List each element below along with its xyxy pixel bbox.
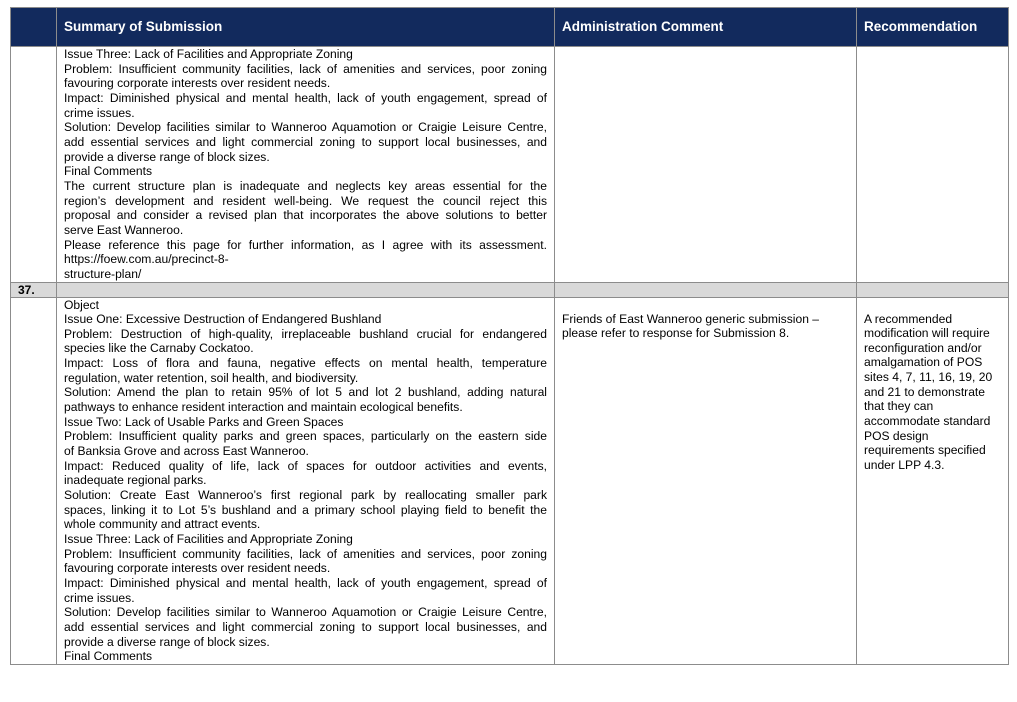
text-line: requirements specified [864,443,986,458]
submission-number: 37. [11,282,57,297]
text-line: Solution: Create East Wanneroo’s first regional park by reallocating smaller park [64,488,547,503]
text-line: region’s development and resident well-being. We request the council reject this [64,193,547,208]
text-line: and 21 to demonstrate [864,384,986,399]
summary-text [64,47,547,282]
text-line: accommodate standard [864,414,991,429]
text-line: Impact: Diminished physical and mental health, lack of youth engagement, spread of [64,90,547,105]
text-line: Final Comments [64,649,153,664]
text-line: A recommended [864,311,953,326]
text-line: The current structure plan is inadequate and neglects key areas essential for the [64,178,547,193]
text-line: Issue Two: Lack of Usable Parks and Green Spaces [64,414,344,429]
text-line: provide a diverse range of block sizes. [64,149,270,164]
text-line: under LPP 4.3. [864,458,945,473]
text-line: Impact: Reduced quality of life, lack of spaces for outdoor activities and events, [64,458,547,473]
text-line: Issue One: Excessive Destruction of Endangered Bushland [64,312,382,327]
text-line: crime issues. [64,105,135,120]
separator-cell [857,282,1009,297]
text-line: favouring corporate interests over resident needs. [64,76,331,91]
text-line: modification will require [864,326,990,341]
text-line: Issue Three: Lack of Facilities and Appropriate Zoning [64,532,353,546]
text-line: add essential services and light commercial zoning to support local businesses, and [64,134,547,149]
text-line: sites 4, 7, 11, 16, 19, 20 [864,370,993,385]
text-line: that they can [864,399,934,414]
text-line: regulation, water retention, soil health, and biodiversity. [64,370,359,385]
text-line: amalgamation of POS [864,355,983,370]
table-row [11,297,1009,664]
text-line: Problem: Destruction of high-quality, irreplaceable bushland crucial for endangered [64,326,547,341]
text-line: structure-plan/ [64,266,142,281]
text-line: Problem: Insufficient community facilities, lack of amenities and services, poor zoning [64,61,547,76]
text-line: Impact: Diminished physical and mental health, lack of youth engagement, spread of [64,575,547,590]
text-line: spaces, linking it to Lot 5’s bushland and a primary school playing field to benefit the [64,502,547,517]
text-line: Issue Three: Lack of Facilities and Appropriate Zoning [64,47,353,61]
separator-cell [57,282,555,297]
text-line: inadequate regional parks. [64,473,207,488]
cell-recommendation [857,297,1009,664]
table-row [11,47,1009,283]
text-line: provide a diverse range of block sizes. [64,634,270,649]
text-line: please refer to response for Submission 8. [562,326,790,341]
header-summary: Summary of Submission [57,8,555,47]
cell-number [11,47,57,283]
cell-admin-comment [555,297,857,664]
table-header-row [11,8,1009,47]
recommendation-text [864,312,1001,473]
header-number [11,8,57,47]
text-line: Final Comments [64,164,153,179]
text-line: whole community and attract events. [64,517,261,532]
cell-recommendation [857,47,1009,283]
cell-admin-comment [555,47,857,283]
cell-summary [57,297,555,664]
text-line: of Banksia Grove and across East Wanneroo. [64,444,309,459]
summary-text [64,298,547,664]
text-line: Please reference this page for further information, as I agree with its assessment. [64,237,547,252]
text-line: pathways to enhance resident interaction and maintain ecological benefits. [64,400,463,415]
text-line: favouring corporate interests over resident needs. [64,561,331,576]
text-line: Problem: Insufficient quality parks and green spaces, particularly on the eastern side [64,429,547,444]
text-line: Impact: Loss of flora and fauna, negative effects on mental health, temperature [64,356,547,371]
text-line: reconfiguration and/or [864,340,982,355]
header-admin-comment: Administration Comment [555,8,857,47]
text-line: POS design [864,428,929,443]
text-line: https://foew.com.au/precinct-8- [64,252,229,267]
text-line: serve East Wanneroo. [64,222,184,237]
header-recommendation: Recommendation [857,8,1009,47]
text-line: Solution: Develop facilities similar to Wanneroo Aquamotion or Craigie Leisure Centre, [64,120,547,135]
cell-summary [57,47,555,283]
text-line: crime issues. [64,590,135,605]
text-line: Friends of East Wanneroo generic submission – [562,311,820,326]
submissions-table [10,7,1009,665]
text-line: Solution: Amend the plan to retain 95% of lot 5 and lot 2 bushland, adding natural [64,385,547,400]
cell-number [11,297,57,664]
admin-comment-text [562,312,849,341]
text-line: Object [64,297,99,312]
submission-number-row [11,282,1009,297]
separator-cell [555,282,857,297]
text-line: proposal and consider a revised plan that incorporates the above solutions to better [64,208,547,223]
text-line: Problem: Insufficient community facilities, lack of amenities and services, poor zoning [64,546,547,561]
text-line: Solution: Develop facilities similar to Wanneroo Aquamotion or Craigie Leisure Centre, [64,605,547,620]
text-line: add essential services and light commercial zoning to support local businesses, and [64,619,547,634]
text-line: species like the Carnaby Cockatoo. [64,341,254,356]
